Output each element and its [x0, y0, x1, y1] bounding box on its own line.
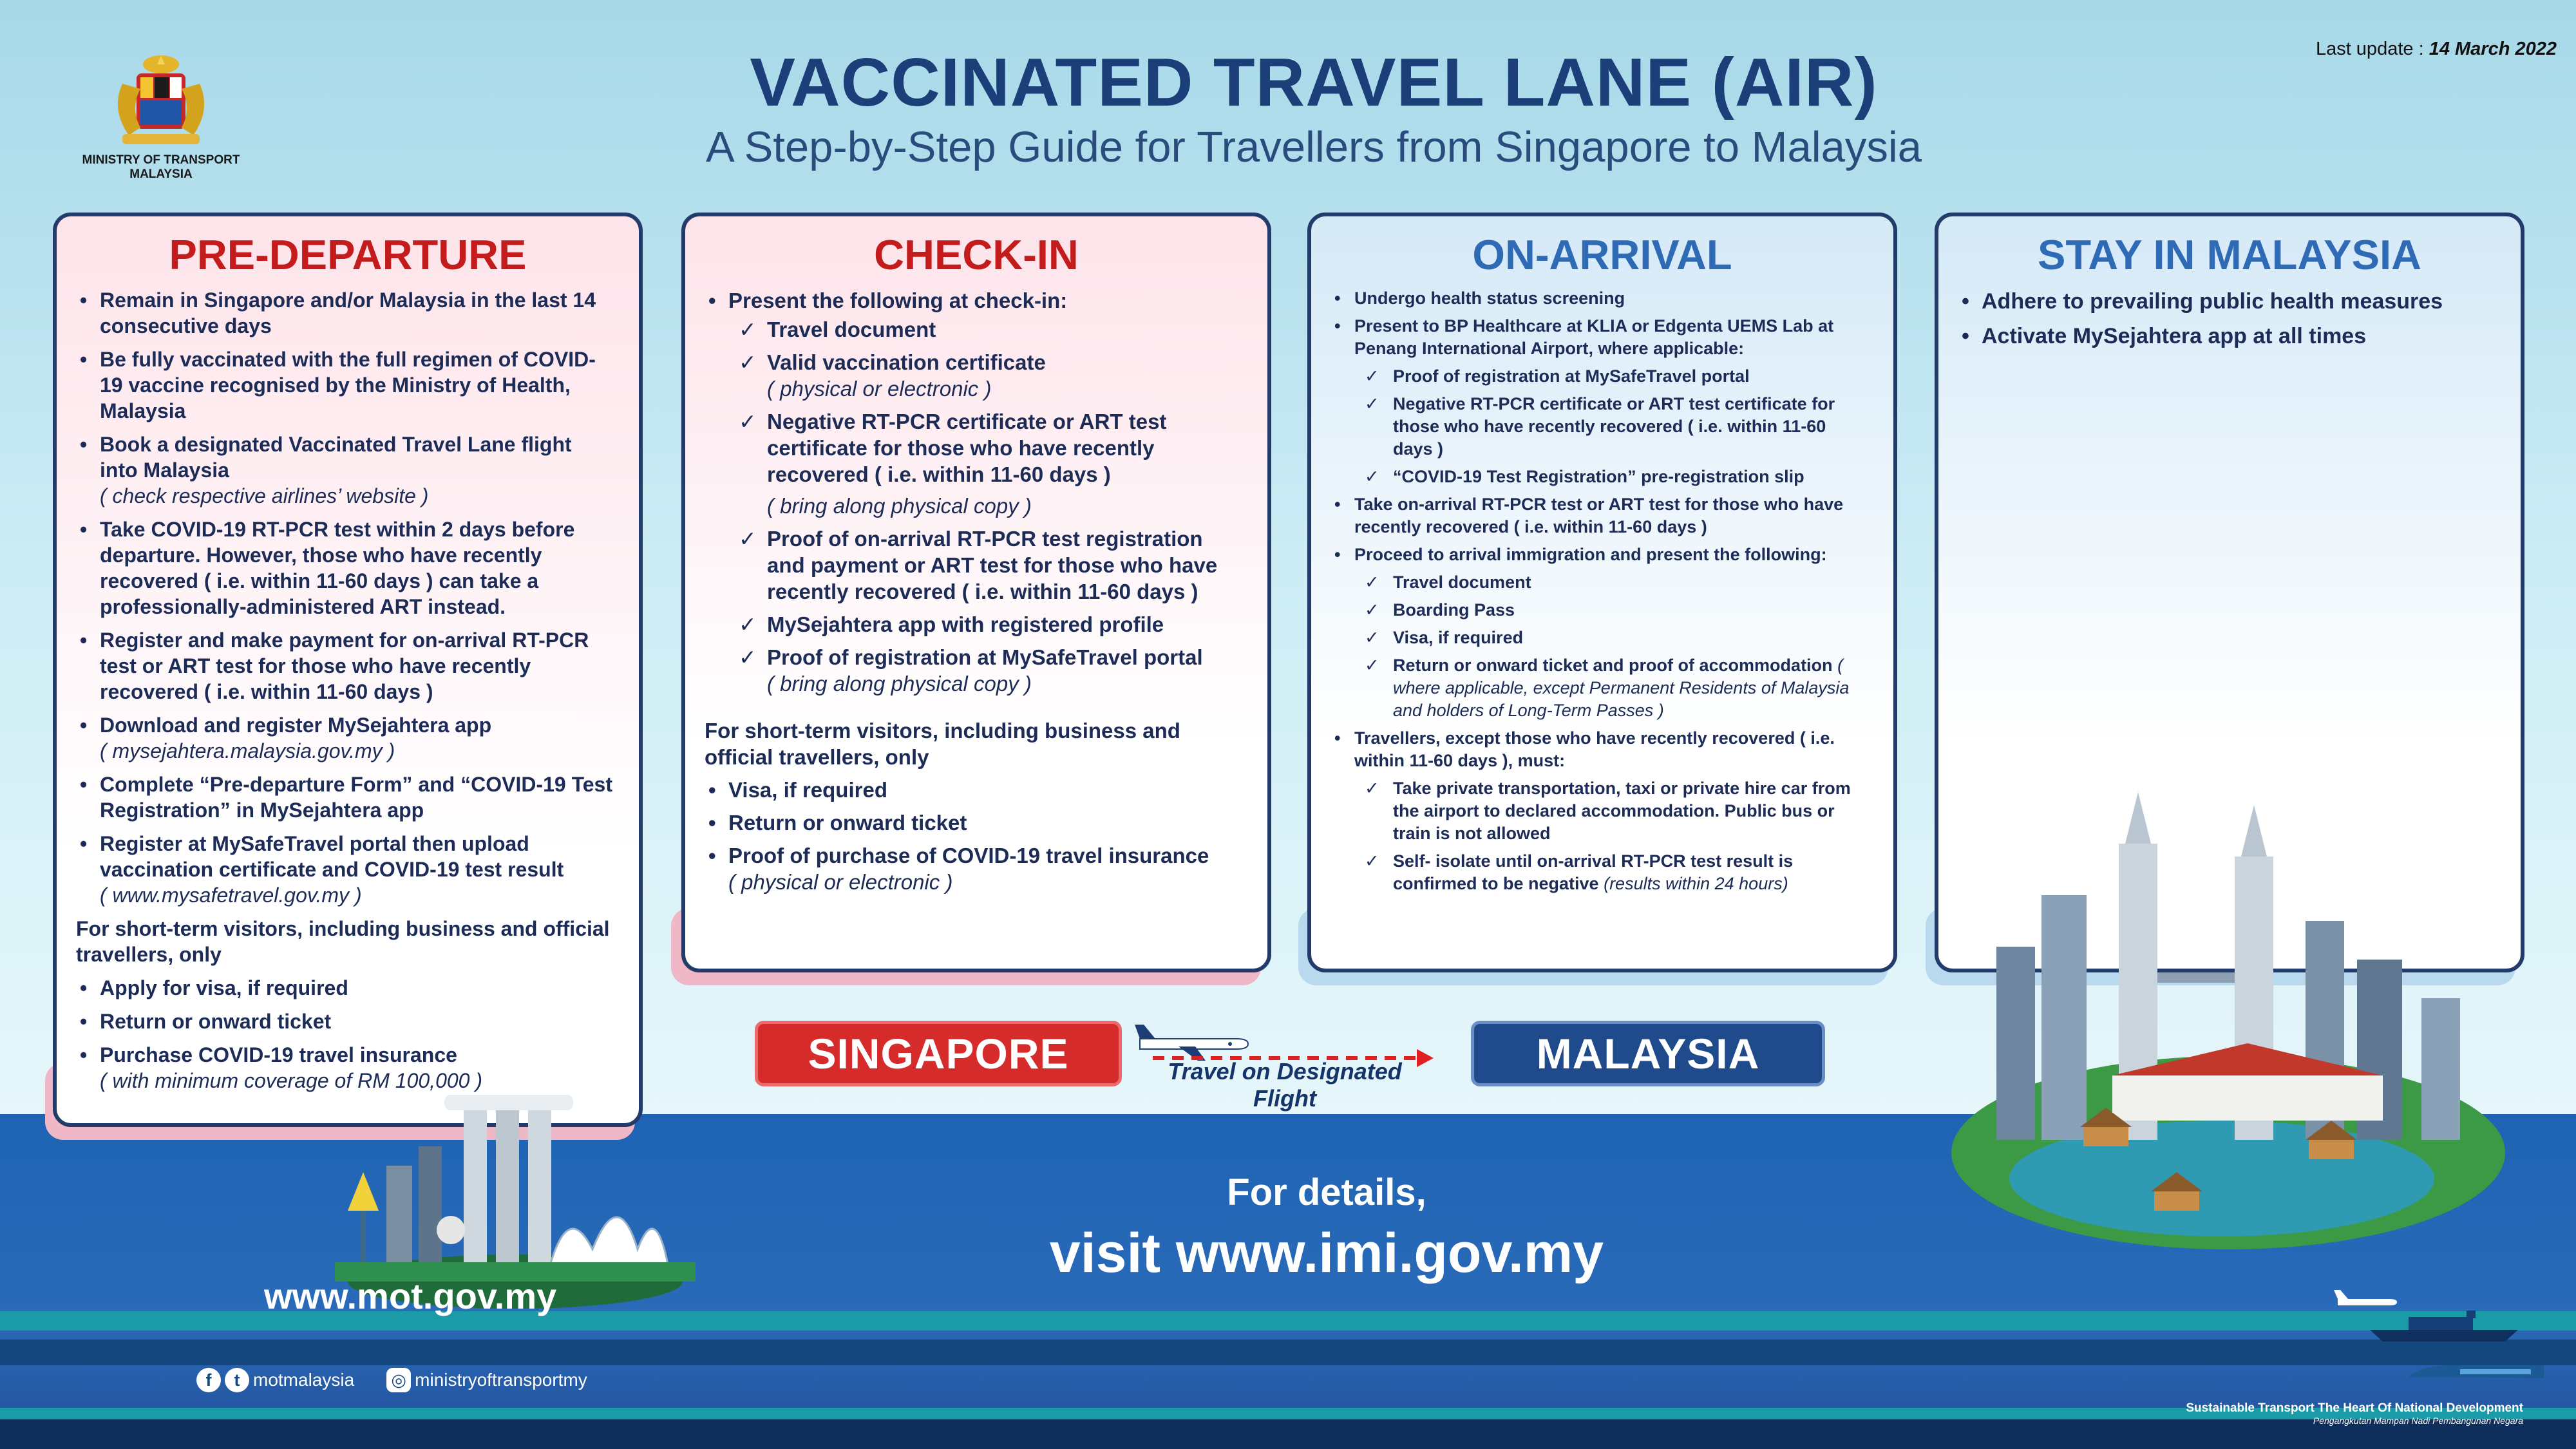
list-item: • Proof of purchase of COVID-19 travel insurance ( physical or electronic ) — [705, 842, 1242, 895]
check-item: ✓ MySejahtera app with registered profile — [728, 611, 1242, 638]
page-subtitle: A Step-by-Step Guide for Travellers from Singapore to Malaysia — [705, 123, 1922, 171]
instagram-icon[interactable]: ◎ — [386, 1368, 411, 1392]
list-item: • Take COVID-19 RT-PCR test within 2 days before departure. However, those who have recently recovered ( i.e. within 11-60 days ) can take a professionally-administered ART instead. — [76, 516, 613, 620]
list-item: • Adhere to prevailing public health measures — [1958, 287, 2495, 316]
list-item: • Return or onward ticket — [705, 810, 1242, 836]
details-website[interactable]: visit www.imi.gov.my — [1049, 1222, 1604, 1284]
list-item: • Undergo health status screening — [1331, 287, 1868, 310]
malaysia-label: MALAYSIA — [1471, 1021, 1825, 1086]
malaysia-skyline-illustration — [1945, 766, 2576, 1269]
short-term-note: For short-term visitors, including business and official travellers, only — [705, 719, 1180, 769]
twitter-icon[interactable]: t — [225, 1368, 249, 1392]
list-item: • Present to BP Healthcare at KLIA or Edgenta UEMS Lab at Penang International Airport, where applicable: ✓ Proof of registration at MySafeTravel portal ✓ Negative RT-PCR certificate or ART test certificate for those who have recently recovered ( i.e. within 11-60 days ) ✓ “COVID-19 Test Registration” pre-registration slip — [1331, 315, 1868, 488]
list-item: • Complete “Pre-departure Form” and “COVID-19 Test Registration” in MySejahtera app — [76, 772, 613, 823]
airplane-icon — [1135, 1025, 1248, 1061]
list-item: • Be fully vaccinated with the full regimen of COVID-19 vaccine recognised by the Ministry of Health, Malaysia — [76, 346, 613, 424]
list-note: ( www.mysafetravel.gov.my ) — [100, 884, 362, 907]
facebook-icon[interactable]: f — [196, 1368, 221, 1392]
footer-stripe — [0, 1340, 2576, 1365]
list-item: • Proceed to arrival immigration and present the following: ✓ Travel document ✓ Boarding Pass ✓ Visa, if required ✓ Return or onward ticket and proof of accommodation ( where applicable, except Permanent Residents of Malaysia and holders of Long-Term Passes ) — [1331, 544, 1868, 722]
check-item: ✓ Self- isolate until on-arrival RT-PCR test result is confirmed to be negative (results within 24 hours) — [1354, 850, 1868, 895]
check-item: ✓ Boarding Pass — [1354, 599, 1868, 621]
train-icon — [2409, 1364, 2544, 1387]
list-item: • Visa, if required — [705, 777, 1242, 803]
details-block — [1005, 1171, 1649, 1285]
stay-heading: STAY IN MALAYSIA — [2038, 231, 2421, 278]
check-item: ✓ Travel document — [1354, 571, 1868, 594]
list-item: • Apply for visa, if required — [76, 975, 613, 1001]
check-item: ✓ Proof of on-arrival RT-PCR test registration and payment or ART test for those who have recently recovered ( i.e. within 11-60 days ) — [728, 526, 1242, 605]
check-item: ✓ Negative RT-PCR certificate or ART test certificate for those who have recently recovered ( i.e. within 11-60 days ) ( bring along physical copy ) — [728, 408, 1242, 519]
list-item: • Return or onward ticket — [76, 1009, 613, 1034]
list-note: ( bring along physical copy ) — [767, 672, 1032, 696]
list-item: • Present the following at check-in: ✓ Travel document ✓ Valid vaccination certificate ( physical or electronic ) ✓ Negative RT-PCR certificate or ART test certificate for those who have recently recovered ( i.e. within 11-60 days ) ( bring along physical copy ) ✓ Proof of on-arrival RT-PCR test registration and payment or ART test for those who have recently recovered ( i.e. within 11-60 days ) ✓ MySejahtera app with registered profile ✓ Proof of registration at MySafeTravel portal ( bring along physical copy ) — [705, 287, 1242, 697]
last-update-date: 14 March 2022 — [2429, 39, 2557, 59]
list-note: ( with minimum coverage of RM 100,000 ) — [100, 1069, 482, 1092]
onarrival-card — [1307, 213, 1897, 972]
list-item: • Purchase COVID-19 travel insurance ( with minimum coverage of RM 100,000 ) — [76, 1042, 613, 1094]
check-item: ✓ Return or onward ticket and proof of accommodation ( where applicable, except Permanent Residents of Malaysia and holders of Long-Term Passes ) — [1354, 654, 1868, 722]
checkin-card — [681, 213, 1271, 972]
details-line-1: For details, — [1227, 1171, 1426, 1213]
check-item: ✓ Travel document — [728, 316, 1242, 343]
list-item: • Book a designated Vaccinated Travel Lane flight into Malaysia ( check respective airlines’ website ) — [76, 431, 613, 509]
tagline-sub: Pengangkutan Mampan Nadi Pembangunan Negara — [2313, 1416, 2523, 1426]
check-item: ✓ Proof of registration at MySafeTravel portal — [1354, 365, 1868, 388]
list-item: • Travellers, except those who have recently recovered ( i.e. within 11-60 days ), must: ✓ Take private transportation, taxi or private hire car from the airport to declared accommodation. Public bus or train is not allowed ✓ Self- isolate until on-arrival RT-PCR test result is confirmed to be negative (results within 24 hours) — [1331, 727, 1868, 895]
list-note: ( physical or electronic ) — [728, 870, 953, 894]
social-handle[interactable]: motmalaysia — [253, 1370, 355, 1390]
ship-icon — [2370, 1311, 2518, 1343]
page-title: VACCINATED TRAVEL LANE (AIR) — [750, 44, 1878, 120]
ministry-name: MINISTRY OF TRANSPORT MALAYSIA — [82, 153, 240, 181]
airplane-icon — [2331, 1285, 2409, 1311]
singapore-label: SINGAPORE — [755, 1021, 1122, 1086]
list-item: • Take on-arrival RT-PCR test or ART test for those who have recently recovered ( i.e. within 11-60 days ) — [1331, 493, 1868, 538]
list-note: ( where applicable, except Permanent Residents of Malaysia and holders of Long-Term Passes ) — [1393, 656, 1850, 720]
list-note: ( mysejahtera.malaysia.gov.my ) — [100, 739, 395, 762]
check-item: ✓ Visa, if required — [1354, 627, 1868, 649]
list-item: • Register at MySafeTravel portal then upload vaccination certificate and COVID-19 test result ( www.mysafetravel.gov.my ) — [76, 831, 613, 908]
last-update-label: Last update : — [2315, 39, 2424, 59]
predeparture-heading: PRE-DEPARTURE — [169, 231, 527, 278]
check-item: ✓ “COVID-19 Test Registration” pre-registration slip — [1354, 466, 1868, 488]
onarrival-heading: ON-ARRIVAL — [1472, 231, 1732, 278]
list-note: ( check respective airlines’ website ) — [100, 484, 429, 507]
social-handle[interactable]: ministryoftransportmy — [415, 1370, 587, 1390]
predeparture-card — [53, 213, 643, 1127]
list-item: • Register and make payment for on-arrival RT-PCR test or ART test for those who have recently recovered ( i.e. within 11-60 days ) — [76, 627, 613, 705]
list-item: • Activate MySejahtera app at all times — [1958, 322, 2495, 350]
tagline — [2186, 1401, 2523, 1426]
tagline-main: Sustainable Transport The Heart Of National Development — [2186, 1401, 2523, 1415]
list-item: • Remain in Singapore and/or Malaysia in the last 14 consecutive days — [76, 287, 613, 339]
short-term-note: For short-term visitors, including business and official travellers, only — [76, 917, 610, 966]
list-note: ( physical or electronic ) — [767, 377, 992, 401]
check-item: ✓ Negative RT-PCR certificate or ART test certificate for those who have recently recovered ( i.e. within 11-60 days ) — [1354, 393, 1868, 460]
check-item: ✓ Take private transportation, taxi or private hire car from the airport to declared accommodation. Public bus or train is not allowed — [1354, 777, 1868, 845]
checkin-heading: CHECK-IN — [874, 231, 1079, 278]
list-note: (results within 24 hours) — [1604, 874, 1788, 893]
social-links — [196, 1368, 620, 1392]
route-label: Travel on Designated Flight — [1168, 1058, 1402, 1112]
check-item: ✓ Valid vaccination certificate ( physical or electronic ) — [728, 349, 1242, 402]
list-note: ( bring along physical copy ) — [767, 494, 1032, 518]
check-item: ✓ Proof of registration at MySafeTravel portal ( bring along physical copy ) — [728, 644, 1242, 697]
mot-website[interactable]: www.mot.gov.my — [264, 1276, 557, 1316]
malaysia-coat-of-arms-icon — [97, 52, 225, 155]
list-item: • Download and register MySejahtera app ( mysejahtera.malaysia.gov.my ) — [76, 712, 613, 764]
last-update — [2316, 39, 2557, 60]
